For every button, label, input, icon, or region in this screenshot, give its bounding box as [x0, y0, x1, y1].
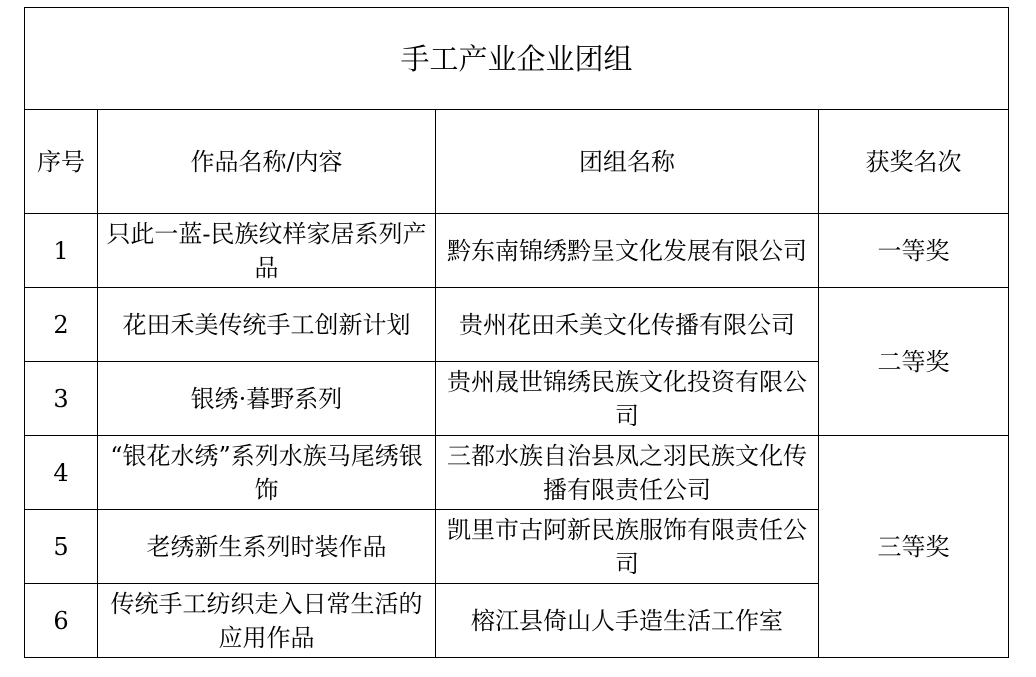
row-group: 三都水族自治县凤之羽民族文化传播有限责任公司: [436, 436, 819, 510]
row-group: 黔东南锦绣黔呈文化发展有限公司: [436, 214, 819, 288]
row-work: 花田禾美传统手工创新计划: [98, 288, 436, 362]
row-work: 传统手工纺织走入日常生活的应用作品: [98, 584, 436, 658]
row-work: 老绣新生系列时装作品: [98, 510, 436, 584]
row-group: 凯里市古阿新民族服饰有限责任公司: [436, 510, 819, 584]
header-group: 团组名称: [436, 110, 819, 214]
row-work: “银花水绣”系列水族马尾绣银饰: [98, 436, 436, 510]
award-third: 三等奖: [819, 436, 1009, 658]
header-seq: 序号: [25, 110, 98, 214]
award-first: 一等奖: [819, 214, 1009, 288]
row-work: 银绣·暮野系列: [98, 362, 436, 436]
row-group: 贵州晟世锦绣民族文化投资有限公司: [436, 362, 819, 436]
header-award: 获奖名次: [819, 110, 1009, 214]
row-seq: 4: [25, 436, 98, 510]
header-row: [25, 110, 1009, 214]
row-work: 只此一蓝-民族纹样家居系列产品: [98, 214, 436, 288]
row-seq: 3: [25, 362, 98, 436]
row-group: 贵州花田禾美文化传播有限公司: [436, 288, 819, 362]
award-second: 二等奖: [819, 288, 1009, 436]
row-seq: 5: [25, 510, 98, 584]
title-row: [25, 8, 1009, 110]
awards-table: [24, 7, 1009, 658]
row-group: 榕江县倚山人手造生活工作室: [436, 584, 819, 658]
row-seq: 6: [25, 584, 98, 658]
row-seq: 2: [25, 288, 98, 362]
table-title: 手工产业企业团组: [25, 8, 1009, 110]
table-row: [25, 288, 1009, 362]
table-row: [25, 214, 1009, 288]
header-work: 作品名称/内容: [98, 110, 436, 214]
table-row: [25, 436, 1009, 510]
row-seq: 1: [25, 214, 98, 288]
